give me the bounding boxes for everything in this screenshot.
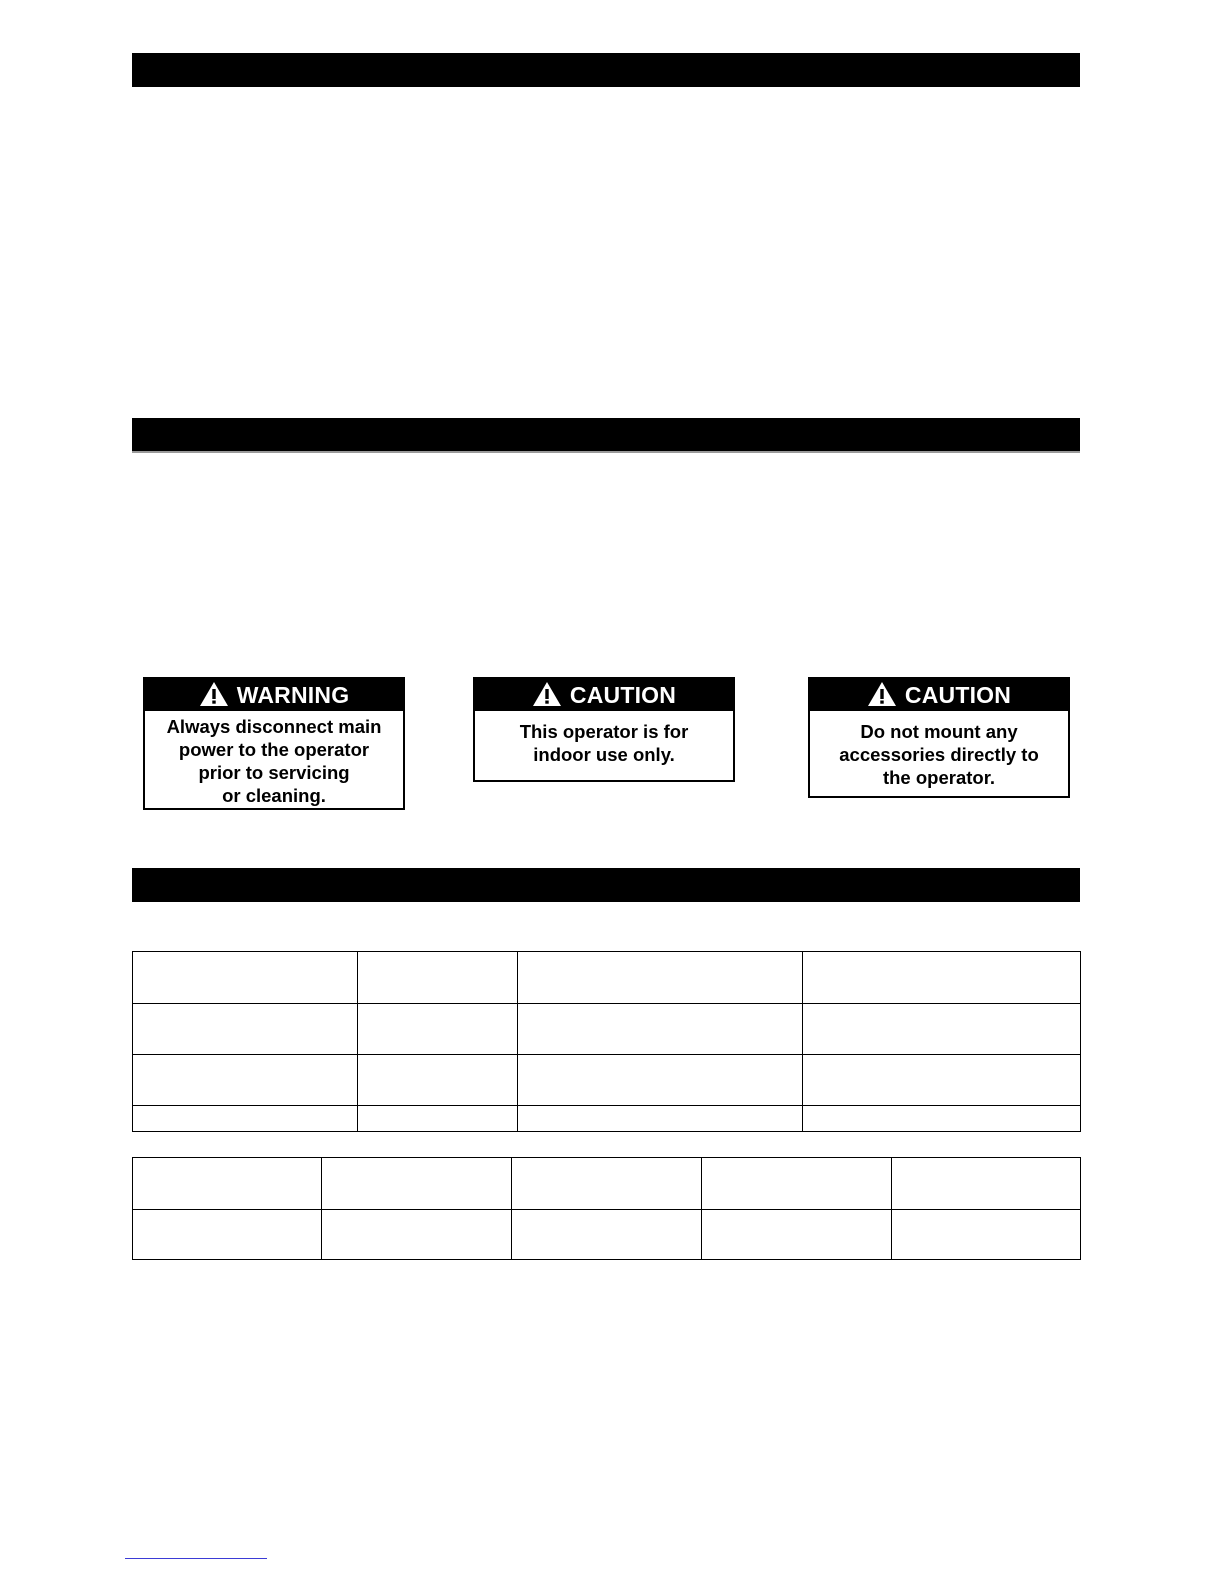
caution-indoor-sign-title: CAUTION: [569, 681, 677, 708]
section-header-bar-2: [132, 418, 1080, 453]
caution-mount-sign-title: CAUTION: [904, 681, 1012, 708]
warning-sign-text: [145, 711, 403, 807]
table-cell: [358, 1055, 518, 1106]
caution-indoor-sign-text: [475, 711, 733, 766]
table-cell: [133, 1055, 358, 1106]
table-cell: [803, 952, 1081, 1004]
warning-sign-line: prior to servicing: [198, 762, 350, 783]
table-cell: [518, 1004, 803, 1055]
caution-indoor-sign-header: [475, 679, 733, 711]
footer-rule: [125, 1558, 267, 1559]
warning-triangle-icon: [199, 681, 229, 707]
table-row: [133, 1055, 1081, 1106]
table-row: [133, 1106, 1081, 1132]
table-row: [133, 1158, 1081, 1210]
table-row: [133, 1004, 1081, 1055]
table-cell: [512, 1210, 702, 1260]
table-cell: [803, 1004, 1081, 1055]
specs-table-1: [132, 951, 1081, 1132]
table-cell: [133, 1004, 358, 1055]
table-cell: [702, 1158, 892, 1210]
warning-sign-line: Always disconnect main: [166, 716, 382, 737]
table-cell: [133, 1210, 322, 1260]
caution-mount-sign-line: accessories directly to: [839, 744, 1039, 765]
caution-indoor-sign-line: indoor use only.: [533, 744, 675, 765]
specs-table-2: [132, 1157, 1081, 1260]
table-cell: [133, 1158, 322, 1210]
table-cell: [358, 952, 518, 1004]
table-cell: [512, 1158, 702, 1210]
warning-sign-title: WARNING: [236, 681, 350, 708]
table-cell: [358, 1004, 518, 1055]
table-cell: [322, 1158, 512, 1210]
table-cell: [892, 1210, 1081, 1260]
table-cell: [803, 1106, 1081, 1132]
section-header-bar-3: [132, 868, 1080, 902]
table-cell: [892, 1158, 1081, 1210]
caution-indoor-sign: [473, 677, 735, 782]
table-row: [133, 1210, 1081, 1260]
warning-triangle-icon: [867, 681, 897, 707]
table-cell: [133, 1106, 358, 1132]
table-cell: [803, 1055, 1081, 1106]
table-cell: [322, 1210, 512, 1260]
caution-indoor-sign-line: This operator is for: [519, 721, 689, 742]
warning-sign-line: power to the operator: [178, 739, 370, 760]
section-header-bar-1: [132, 53, 1080, 87]
warning-triangle-icon: [532, 681, 562, 707]
table-cell: [358, 1106, 518, 1132]
caution-mount-sign-text: [810, 711, 1068, 789]
caution-mount-sign: [808, 677, 1070, 798]
table-cell: [702, 1210, 892, 1260]
caution-mount-sign-line: the operator.: [882, 767, 996, 788]
caution-mount-sign-line: Do not mount any: [860, 721, 1018, 742]
warning-sign: [143, 677, 405, 810]
table-cell: [518, 1055, 803, 1106]
warning-sign-header: [145, 679, 403, 711]
table-cell: [518, 1106, 803, 1132]
table-row: [133, 952, 1081, 1004]
table-cell: [133, 952, 358, 1004]
caution-mount-sign-header: [810, 679, 1068, 711]
table-cell: [518, 952, 803, 1004]
warning-sign-line: or cleaning.: [222, 785, 326, 806]
